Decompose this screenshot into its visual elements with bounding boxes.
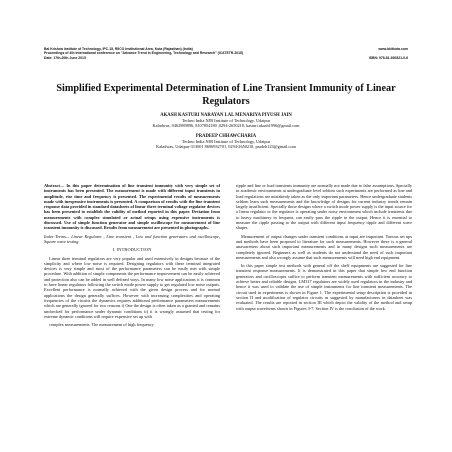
section-heading-introduction: I. INTRODUCTION bbox=[112, 247, 152, 253]
conference-header bbox=[44, 47, 408, 60]
author-contact: Kaladwas, Udaipur-313001 8696932701, 0294-2650218, pradeh123@gmail.com bbox=[156, 144, 296, 150]
author-group-2 bbox=[44, 134, 408, 150]
abstract: Abstract— In this paper determination of line transient immunity with very simple set of instruments has been presented. The measurement is made with different input transients in amplitude, rise time and frequency is presented. The experimental results of measurements made with inexpensive instruments is presented. A comparison of results with the line transient response data provided in standard datasheets of linear three terminal voltage regulator devices has been presented to establish the validity of method reported in this paper. Deviation from measurements with complex simulated or actual setups using expensive instruments is discussed. Use of simple function generator and simple oscilloscope for measurement of line transient immunity is discussed. Results from measurement are presented in photographs. bbox=[44, 183, 220, 231]
header-isbn: ISBN: 978-81-930821-0-6 bbox=[368, 55, 408, 60]
index-terms: Index Terms— Linear Regulator , Line transient , Low and function generators and oscilloscope, Square wave testing. bbox=[44, 233, 220, 244]
author-affiliation: Techno India NJR Institute of Technology, Udaipur bbox=[181, 138, 271, 144]
author-names: AKASH KASTURI NARAYAN LAL MENARIYA PIYUSH JAIN bbox=[160, 113, 292, 118]
author-group-1 bbox=[44, 113, 408, 129]
header-row-3 bbox=[44, 56, 408, 60]
header-date: Date: 17th-20th June 2015 bbox=[44, 55, 86, 60]
body-paragraph: In this paper simple test methods with general off the shelf equipments are suggested for line transient response measurements. It is demonstrated in this paper that simple low end function generators and oscilloscopes suffice to perform transient measurements with sufficient accuracy to achieve better and reliable designs. LM317 regulators are widely used regulators in the industry and hence it was used to validate the use of simple instruments for line transient measurements. The circuit used in experiments is shown in Figure 1. The experimental setup description is provided in section II and modification of regulator circuits as suggested by manufacturers in datasheet was evaluated. The results are reported in section III which depict the validity of the method and setup with output waveforms shown in Figures 3-7. Section IV is the conclusion of the work. bbox=[236, 263, 412, 311]
header-institute: Bal Krishna Institute of Technology, IPC-15, RIICO Institutional Area, Kota (Rajasthan) (India) bbox=[44, 47, 193, 51]
body-paragraph: Measurement of output changes under transient conditions at input are important. Various set ups and methods have been proposed to literature for such measurements. However there is a general unawareness about such important measurements and in many designs such measurements are completely ignored. Beginners as well as students do not understand the need of such important measurements and also wrongly assume that such measurements will need high end equipment. bbox=[236, 233, 412, 260]
left-column bbox=[44, 183, 220, 330]
header-website: www.bkitkota.com bbox=[378, 47, 408, 51]
author-names: PRADEEP CHHAWCHARIA bbox=[195, 133, 257, 139]
author-contact: Kaladwas, 9462989896, 8107854180 ,0294-2650218, kasturi.akash1996@gmail.com bbox=[152, 123, 300, 129]
body-paragraph: ripple and line or load transients immunity are normally not made due to false assumptions. Specially in academic environments at undergraduate level seldom such experiments are performed as line and load regulations are mistakenly taken as the only important parameters. Hence undergraduate students seldom learn such measurements and the knowledge of designs for current industry trends remain largely insufficient. Specially those designs where a switch mode power supply is the input source for a linear regulator or the regulator is operating under noisy environment which include transients due to heavy machinery in frequent, can easily pass the ripple to the output. Hence it is essential to measure the ripple passing to the output with different input frequency ripple and different wave shapes. bbox=[236, 183, 412, 231]
paper-title: Simplified Experimental Determination of Line Transient Immunity of Linear Regulators bbox=[56, 83, 396, 107]
header-proceedings: Proceedings of 4th International conference on "Advance Trend in Engineering, Technology and Research" (ICATETR-2015) bbox=[44, 51, 244, 56]
right-column bbox=[236, 183, 412, 314]
body-paragraph: complex measurements. The measurement of high frequency bbox=[49, 322, 154, 328]
body-paragraph: Linear three terminal regulators are very popular and used extensively in designs because of the simplicity and where low noise is required. Designing regulators with these terminal integrated devices is very simple and most of the performance parameters can be easily met with simple procedure. With addition of simple components the performance improvement can be easily achieved and protection also can be added in well defined ways. In many low noise applications it is common to have linear regulators following the switch mode power supply to get regulated low noise outputs. Excellent performance is normally achieved with the given design process and for normal applications the design generally suffices. However with increasing complexities and operating frequencies of the circuits the dynamics requires additional performance parameters measurements which are generally ignored for two reasons i) One the design is often taken as a granted and remains unchecked for performance under dynamic conditions ii) it is wrongly assumed that testing for extreme dynamic conditions will require expensive set up with bbox=[44, 255, 220, 319]
author-block bbox=[44, 113, 408, 154]
author-affiliation: Techno India NJR Institute of Technology, Udaipur bbox=[181, 118, 271, 124]
